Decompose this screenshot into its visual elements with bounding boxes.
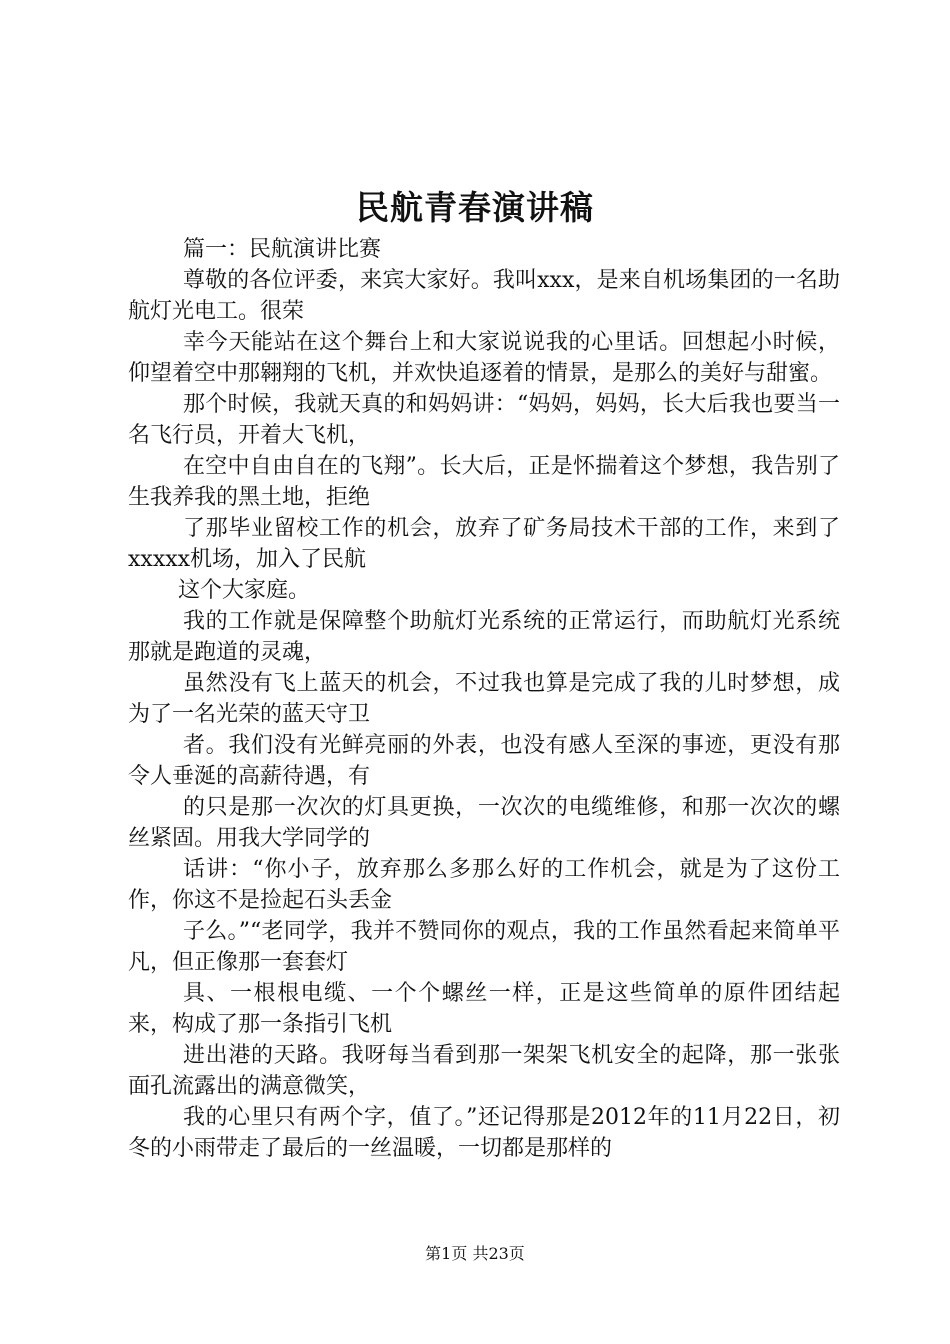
paragraph: 我的工作就是保障整个助航灯光系统的正常运行，而助航灯光系统那就是跑道的灵魂， [128,609,840,665]
paragraph: 话讲：“你小子，放弃那么多那么好的工作机会，就是为了这份工作，你这不是捡起石头丢金 [128,857,840,913]
document-body [128,234,840,1164]
paragraph: 这个大家庭。 [178,578,311,603]
paragraph: 我的心里只有两个字，值了。”还记得那是2012年的11月22日，初冬的小雨带走了最后的一丝温暖，一切都是那样的 [128,1105,840,1161]
paragraph: 在空中自由自在的飞翔”。长大后，正是怀揣着这个梦想，我告别了生我养我的黑土地，拒绝 [128,454,840,510]
paragraph: 虽然没有飞上蓝天的机会，不过我也算是完成了我的儿时梦想，成为了一名光荣的蓝天守卫 [128,671,840,727]
page-footer: 第1页 共23页 [425,1244,525,1263]
paragraph: 进出港的天路。我呀每当看到那一架架飞机安全的起降，那一张张面孔流露出的满意微笑， [128,1043,840,1099]
paragraph: 尊敬的各位评委，来宾大家好。我叫xxx，是来自机场集团的一名助航灯光电工。很荣 [128,268,840,324]
paragraph: 了那毕业留校工作的机会，放弃了矿务局技术干部的工作，来到了xxxxx机场，加入了民航 [128,516,840,572]
document-title: 民航青春演讲稿 [356,188,594,227]
paragraph: 幸今天能站在这个舞台上和大家说说我的心里话。回想起小时候，仰望着空中那翱翔的飞机，并欢快追逐着的情景，是那么的美好与甜蜜。 [128,330,840,386]
paragraph: 篇一：民航演讲比赛 [183,237,382,262]
paragraph: 子么。”“老同学，我并不赞同你的观点，我的工作虽然看起来简单平凡，但正像那一套套灯 [128,919,840,975]
paragraph: 那个时候，我就天真的和妈妈讲：“妈妈，妈妈，长大后我也要当一名飞行员，开着大飞机， [128,392,840,448]
paragraph: 具、一根根电缆、一个个螺丝一样，正是这些简单的原件团结起来，构成了那一条指引飞机 [128,981,840,1037]
paragraph: 的只是那一次次的灯具更换，一次次的电缆维修，和那一次次的螺丝紧固。用我大学同学的 [128,795,840,851]
paragraph: 者。我们没有光鲜亮丽的外表，也没有感人至深的事迹，更没有那令人垂涎的高薪待遇，有 [128,733,840,789]
